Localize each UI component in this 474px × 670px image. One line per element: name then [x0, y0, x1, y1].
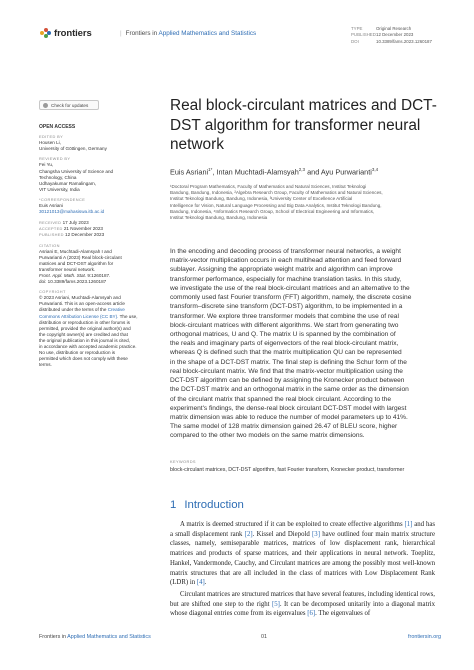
- abstract-line: transform–discrete sine transform (DCT-DST) algorithm, to be implemented in a: [170, 303, 403, 311]
- abstract-line: sublayer. Assigning the appropriate weight matrix and algorithm can improve: [170, 266, 393, 274]
- citation-doi: doi: 10.3389/fams.2023.1260187: [39, 279, 107, 285]
- affiliation-line: Intelligence for Vision, Natural Language Processing and Big Data Analytics, Institut Teknologi Bandung,: [170, 202, 382, 208]
- copyright-line: No use, distribution or reproduction is: [39, 350, 116, 356]
- body-text-run: A matrix is deemed structured if it can be exploited to create effective algorithms: [180, 521, 405, 528]
- affiliations: [170, 184, 440, 221]
- abstract-line: The same model of 128 matrix dimension gained 26.47 of BLEU score, higher: [170, 423, 398, 431]
- reference-link[interactable]: [1]: [404, 521, 413, 528]
- citation-line: transformer neural network.: [39, 266, 96, 272]
- body-text-run: have outlined four main matrix structure classes, namely, semiseparable matrices, matrices of low displacement rank, hierarchical matrices and products of sparse matrices, and their applications in neural network. Toeplitz, Hankel, Vandermonde, Cauchy, and Circulant matrices are among the possibly most well-known matrix structures that are all included in the class of matrices with Low Displacement Rank (LDR) in: [170, 530, 436, 587]
- abstract-line: DCT-DST algorithm can be defined by assigning the Kronecker product between: [170, 377, 405, 385]
- abstract-line: transformer. We explore three transformer models that combine the use of real: [170, 312, 399, 320]
- reviewed-by-label: REVIEWED BY: [39, 156, 71, 162]
- abstract-line: we investigate the use of the real block-circulant matrices and an alternative to the: [170, 284, 410, 292]
- author-name[interactable]: Euis Asriani: [170, 167, 209, 177]
- reviewer-line: Technology, China: [39, 174, 77, 180]
- copyright-line: terms.: [39, 362, 52, 368]
- copyright-line: distribution or reproduction in other forums is: [39, 319, 130, 325]
- affiliation-line: Institut Teknologi Bandung, Bandung, Indonesia, ³University Center of Excellence Artificial: [170, 196, 353, 202]
- page-number: 01: [261, 634, 267, 640]
- logo-text: frontiers: [54, 28, 92, 39]
- frontiers-logo-icon: [40, 28, 51, 39]
- meta-type: TYPE Original Research: [351, 26, 412, 31]
- abstract-line: matrix dimension was able to reduce the number of model parameters up to 41%.: [170, 413, 408, 421]
- abstract-line: the DCT-DST matrix and an orthogonal matrix in the same order as the dimension: [170, 386, 409, 394]
- section-number: 1: [170, 499, 177, 511]
- body-text-run: Circulant matrices are structured matrices that have several features, including identical rows, but are shifted one step to the right: [170, 590, 435, 608]
- frontiers-logo[interactable]: [40, 28, 92, 39]
- abstract-line: transformer performance, especially for machine translation tasks. In this study,: [170, 275, 402, 283]
- citation-label: CITATION: [39, 242, 60, 248]
- page-header: [40, 26, 440, 46]
- abstract-line: experiment's findings, the dense-real block circulant DCT-DST model with largest: [170, 404, 407, 412]
- article-sidebar: [39, 124, 164, 368]
- author-sup: 3,4: [371, 167, 379, 172]
- section-title: Introduction: [184, 499, 244, 511]
- footer-journal: Frontiers in Applied Mathematics and Statistics: [39, 634, 151, 640]
- affiliation-line: Bandung, Indonesia, ⁴Informatics Research Group, School of Electrical Engineering and Informatics,: [170, 208, 375, 214]
- reference-link[interactable]: [4]: [196, 579, 205, 587]
- copyright-line: distributed under the terms of the Creative: [39, 307, 125, 313]
- abstract-line: block-circulant matrices with different algorithms. We start from generating two: [170, 321, 399, 329]
- body-text-run: and has a small displacement rank: [170, 521, 436, 538]
- abstract-line: real block-circulant matrix. We find that the matrix-vector multiplication using the: [170, 367, 403, 375]
- affiliation-line: Bandung, Bandung, Indonesia, ²Algebra Research Group, Faculty of Mathematics and Natural Sciences,: [170, 190, 383, 196]
- citation-line: matrices and DCT-DST algorithm for: [39, 260, 114, 266]
- copyright-line: © 2023 Asriani, Muchtadi-Alamsyah and: [39, 295, 121, 301]
- received-date: RECEIVED 17 July 2023: [39, 220, 89, 226]
- reviewer-line: Fei Yu,: [39, 162, 54, 168]
- author-name[interactable]: Intan Muchtadi-Alamsyah: [216, 167, 299, 177]
- copyright-line: in accordance with accepted academic practice.: [39, 344, 137, 349]
- abstract: [170, 247, 435, 441]
- check-for-updates-label: Check for updates: [51, 102, 89, 108]
- meta-published: PUBLISHED12 December 2023: [351, 32, 414, 38]
- journal-name: | Frontiers in Applied Mathematics and Statistics: [120, 30, 257, 37]
- page-footer: [39, 634, 441, 646]
- open-access-label: OPEN ACCESS: [39, 124, 76, 130]
- abstract-line: in the shape of a DCT-DST matrix. The final step is defining the Schur form of the: [170, 358, 407, 366]
- journal-prefix: Frontiers in: [125, 30, 158, 37]
- body-paragraph: [170, 520, 435, 588]
- body-text-run: . The eigenvalues of: [315, 610, 371, 618]
- author-name[interactable]: Ayu Purwarianti: [320, 167, 372, 177]
- abstract-line: commonly used fast Fourier transform (FFT) algorithm, namely, the discrete cosine: [170, 294, 412, 302]
- journal-link[interactable]: Applied Mathematics and Statistics: [158, 30, 257, 37]
- abstract-line: matrix-vector multiplication occurs in each multihead attention and feed forward: [170, 257, 402, 265]
- copyright-line: permitted, provided the original author(s) and: [39, 325, 131, 331]
- abstract-line: In the encoding and decoding process of transformer neural networks, a weight: [170, 248, 401, 255]
- copyright-label: COPYRIGHT: [39, 289, 66, 295]
- editor-name: Housen Li,: [39, 140, 61, 146]
- dates-block: [39, 220, 164, 238]
- reference-link[interactable]: [2]: [244, 530, 253, 538]
- body-text: [170, 520, 435, 621]
- update-check-icon: [43, 103, 48, 108]
- keywords: block-circulant matrices, DCT-DST algorithm, fast Fourier transform, Kronecker product, transformer: [170, 467, 405, 473]
- article-title: Real block-circulant matrices and DCT-DST algorithm for transformer neural network: [170, 97, 437, 153]
- copyright-line: Commons Attribution License (CC BY). The use,: [39, 313, 138, 319]
- copyright-line: the original publication in this journal is cited,: [39, 337, 130, 343]
- correspondence-name: Euis Asriani: [39, 203, 64, 209]
- site-link[interactable]: frontiersin.org: [408, 634, 441, 640]
- accepted-date: ACCEPTED 21 November 2023: [39, 226, 103, 232]
- editor-affiliation: University of Göttingen, Germany: [39, 146, 107, 152]
- abstract-line: the reals and imaginary parts of eigenvectors of the real block-circulant matrix,: [170, 340, 399, 348]
- copyright-line: Purwarianti. This is an open-access article: [39, 301, 125, 307]
- citation-line: Purwarianti A (2023) Real block-circulant: [39, 254, 122, 260]
- abstract-line: orthogonal matrices, U and Q. The matrix U is spanned by the combination of: [170, 330, 396, 338]
- copyright-line: the copyright owner(s) are credited and that: [39, 331, 128, 337]
- affiliation-line: Institut Teknologi Bandung, Bandung, Indonesia: [170, 215, 268, 221]
- license-link[interactable]: Creative: [107, 307, 125, 313]
- reference-link[interactable]: [3]: [312, 530, 320, 538]
- published-date: PUBLISHED 12 December 2023: [39, 232, 105, 238]
- keywords-label: KEYWORDS: [170, 459, 196, 464]
- section-heading-introduction: [170, 499, 244, 511]
- correspondence-email-link[interactable]: 30121013@mahasiswa.itb.ac.id: [39, 209, 105, 215]
- reference-link[interactable]: [5]: [271, 600, 280, 608]
- license-link-cont[interactable]: Commons Attribution License (CC BY).: [39, 313, 119, 319]
- body-text-run: . Kissel and Diepold: [252, 530, 313, 538]
- reviewer-line: VIT University, India: [39, 186, 80, 192]
- body-text-run: . It can be decomposed unitarily into a diagonal matrix whose diagonal entries come from its eigenvalues: [170, 600, 436, 618]
- reviewer-line: Udhayakumar Ramalingam,: [39, 180, 96, 186]
- abstract-line: whereas Q is defined such that the matrix multiplication QU can be represented: [170, 349, 402, 357]
- affiliation-line: ¹Doctoral Program Mathematics, Faculty of Mathematics and Natural Sciences, Institut Teknologi: [170, 184, 367, 189]
- abstract-line: compared to the other two models on the same matrix dimensions.: [170, 432, 365, 440]
- author-sup: 1*: [208, 167, 213, 172]
- edited-by-label: EDITED BY: [39, 134, 64, 140]
- citation-line: Asriani E, Muchtadi-Alamsyah I and: [39, 248, 112, 254]
- body-paragraph: [170, 590, 435, 619]
- body-text-run: .: [204, 579, 207, 587]
- meta-doi: DOI 10.3389/fams.2023.1260187: [351, 38, 432, 44]
- correspondence-label: *CORRESPONDENCE: [39, 196, 86, 202]
- copyright-line: permitted which does not comply with these: [39, 356, 128, 362]
- abstract-line: of the circulant matrix that spanned the real block circulant. According to the: [170, 395, 392, 403]
- citation-journal-line: Front. Appl. Math. Stat. 9:1260187.: [39, 272, 111, 278]
- check-for-updates-button[interactable]: [39, 100, 99, 110]
- article-meta: [351, 26, 432, 45]
- reviewer-line: Changsha University of Science and: [39, 168, 114, 174]
- reference-link[interactable]: [6]: [307, 610, 316, 618]
- author-sup: 2,3: [298, 167, 306, 172]
- footer-journal-link[interactable]: Applied Mathematics and Statistics: [67, 634, 151, 640]
- author-list: Euis Asriani$^{1*}$, Intan Muchtadi-Alamsyah$^{2,3}$ and Ayu Purwarianti$^{3,4}$: [170, 167, 379, 177]
